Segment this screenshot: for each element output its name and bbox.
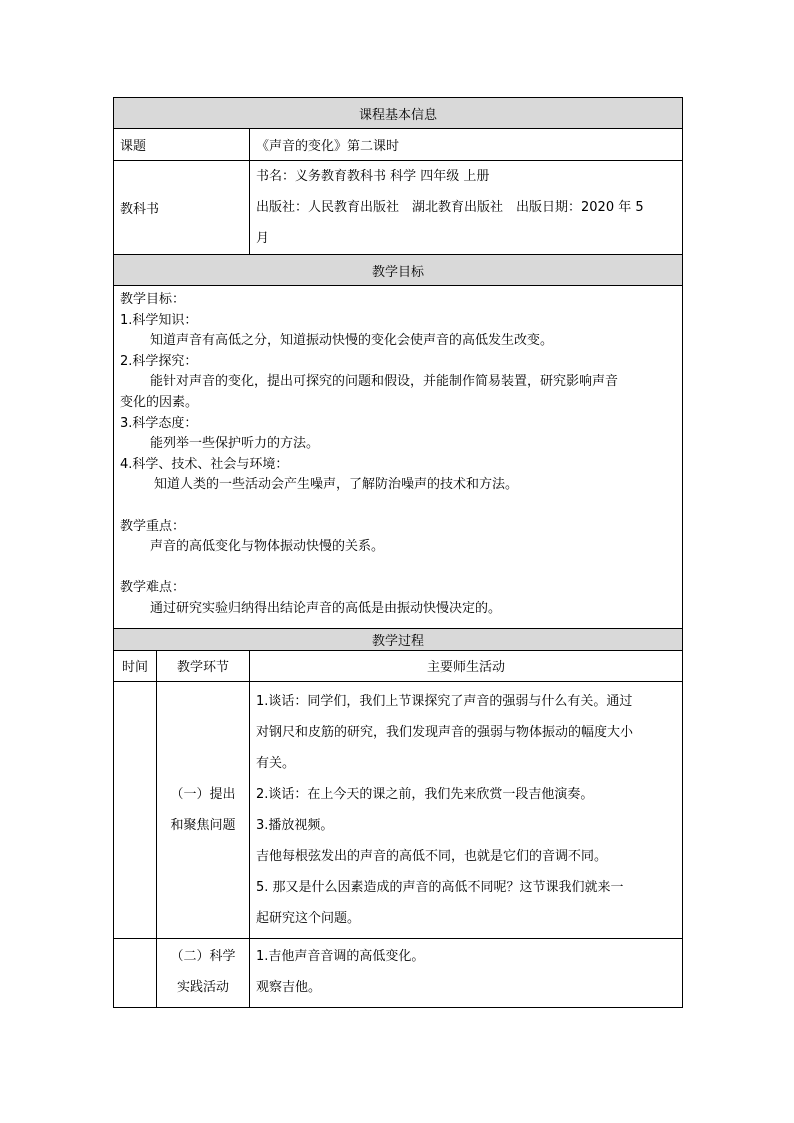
column-header-stage: 教学环节: [157, 650, 250, 681]
activity-line: 有关。: [256, 755, 296, 771]
spacer: [120, 496, 676, 517]
stage-label: 实践活动: [176, 979, 229, 995]
objectives-title: 教学目标：: [120, 292, 186, 307]
spacer: [120, 558, 676, 579]
book-name: 书名：义务教育教科书 科学 四年级 上册: [256, 169, 490, 184]
key-point-text: 声音的高低变化与物体振动快慢的关系。: [150, 539, 385, 555]
objective-heading: 3.科学态度：: [120, 415, 198, 431]
activity-line: 观察吉他。: [256, 979, 322, 995]
objective-text: 能列举一些保护听力的方法。: [150, 436, 320, 452]
activity-line: 5. 那又是什么因素造成的声音的高低不同呢？这节课我们就来一: [256, 879, 624, 895]
process-header-row: [114, 628, 683, 650]
activity-line: 1.吉他声音音调的高低变化。: [256, 948, 425, 964]
time-cell: [114, 681, 157, 938]
topic-value: 《声音的变化》第二课时: [250, 129, 683, 161]
activity-cell: [250, 681, 683, 938]
activity-line: 吉他每根弦发出的声音的高低不同，也就是它们的音调不同。: [256, 848, 608, 864]
objective-text: 变化的因素。: [120, 394, 199, 410]
process-columns-row: [114, 650, 683, 681]
activity-line: 3.播放视频。: [256, 817, 334, 833]
difficulty-text: 通过研究实验归纳得出结论声音的高低是由振动快慢决定的。: [150, 600, 502, 616]
time-cell: [114, 938, 157, 1007]
objective-text: 知道声音有高低之分，知道振动快慢的变化会使声音的高低发生改变。: [150, 333, 554, 349]
stage-cell: [157, 938, 250, 1007]
lesson-plan-document: [113, 97, 682, 1008]
activity-line: 1.谈话：同学们，我们上节课探究了声音的强弱与什么有关。通过: [256, 693, 633, 709]
process-header: 教学过程: [114, 628, 683, 650]
objectives-content: [114, 286, 683, 629]
stage-label: （一）提出: [170, 786, 236, 802]
objective-heading: 4.科学、技术、社会与环境：: [120, 456, 289, 472]
objective-text: 能针对声音的变化，提出可探究的问题和假设，并能制作简易装置，研究影响声音: [150, 374, 619, 390]
process-row: [114, 938, 683, 1007]
topic-row: [114, 129, 683, 161]
textbook-row: [114, 161, 683, 255]
lesson-plan-table: [113, 97, 683, 1008]
basic-info-header: 课程基本信息: [114, 98, 683, 129]
basic-info-header-row: [114, 98, 683, 129]
activity-cell: [250, 938, 683, 1007]
objectives-header-row: [114, 255, 683, 286]
key-point-title: 教学重点：: [120, 518, 186, 534]
column-header-time: 时间: [114, 650, 157, 681]
activity-line: 对钢尺和皮筋的研究，我们发现声音的强弱与物体振动的幅度大小: [256, 724, 634, 740]
objectives-header: 教学目标: [114, 255, 683, 286]
activity-line: 起研究这个问题。: [256, 910, 361, 926]
process-row: [114, 681, 683, 938]
objective-text: 知道人类的一些活动会产生噪声，了解防治噪声的技术和方法。: [154, 477, 519, 493]
objective-heading: 1.科学知识：: [120, 312, 198, 328]
column-header-activity: 主要师生活动: [250, 650, 683, 681]
stage-label: （二）科学: [170, 948, 236, 964]
publisher-info: 出版社：人民教育出版社 湖北教育出版社 出版日期：2020 年 5: [256, 200, 644, 215]
publisher-info-cont: 月: [256, 231, 270, 246]
objectives-row: [114, 286, 683, 629]
textbook-label: 教科书: [114, 161, 250, 255]
activity-line: 2.谈话：在上今天的课之前，我们先来欣赏一段吉他演奏。: [256, 786, 594, 802]
stage-cell: [157, 681, 250, 938]
objective-heading: 2.科学探究：: [120, 353, 198, 369]
difficulty-title: 教学难点：: [120, 580, 186, 596]
topic-label: 课题: [114, 129, 250, 161]
stage-label: 和聚焦问题: [170, 817, 236, 833]
textbook-details: [250, 161, 683, 255]
